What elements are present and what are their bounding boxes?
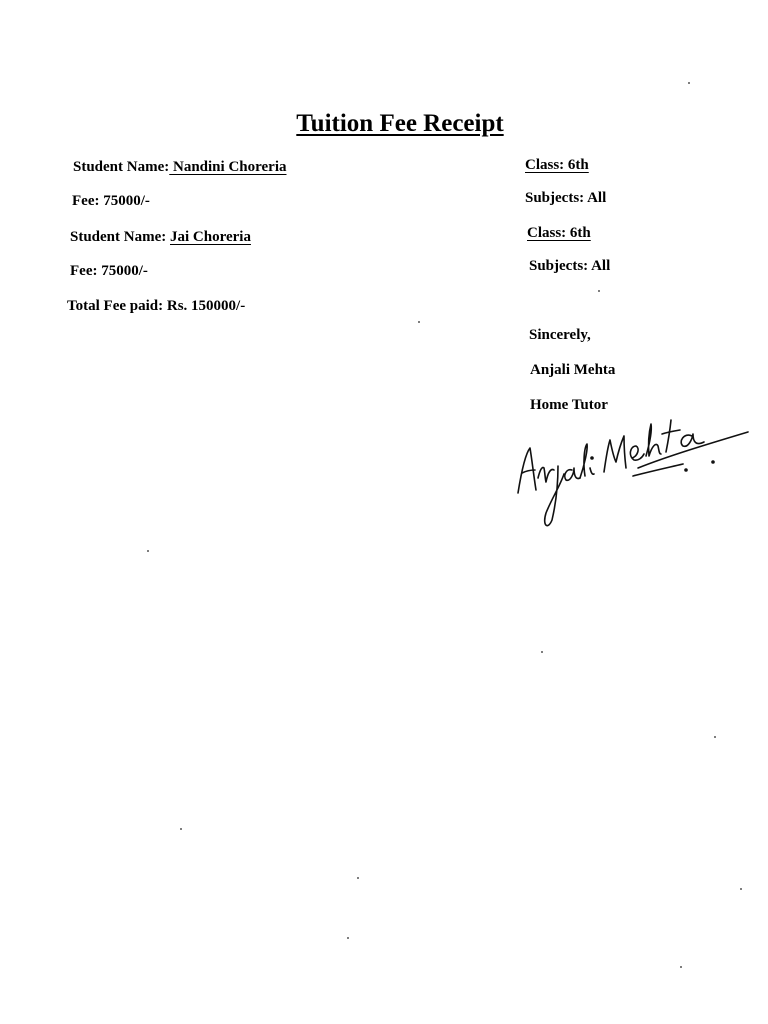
student2-subjects: Subjects: All [529, 258, 611, 274]
scan-speck [347, 937, 349, 939]
closing-salutation: Sincerely, [529, 327, 591, 343]
student2-name-label: Student Name: [70, 229, 167, 245]
student1-class: Class: 6th [525, 157, 589, 173]
student1-fee: Fee: 75000/- [72, 193, 150, 209]
student2-name-value: Jai Choreria [170, 229, 251, 245]
signer-name: Anjali Mehta [530, 362, 616, 378]
student1-name-line [73, 159, 287, 176]
scan-speck [357, 877, 359, 879]
student2-class: Class: 6th [527, 225, 591, 241]
student2-name-line [70, 229, 251, 246]
scan-speck [147, 550, 149, 552]
student1-name-value: Nandini Choreria [169, 159, 287, 175]
scan-speck [714, 736, 716, 738]
student1-subjects: Subjects: All [525, 190, 607, 206]
student1-name-label: Student Name: [73, 159, 170, 175]
scan-speck [680, 966, 682, 968]
signer-role: Home Tutor [530, 397, 608, 413]
scan-speck [541, 651, 543, 653]
scan-speck [180, 828, 182, 830]
scan-speck [598, 290, 600, 292]
page-title: Tuition Fee Receipt [296, 110, 504, 137]
scan-speck [688, 82, 690, 84]
signature [508, 398, 758, 533]
scan-speck [740, 888, 742, 890]
total-fee: Total Fee paid: Rs. 150000/- [67, 298, 246, 314]
student2-fee: Fee: 75000/- [70, 263, 148, 279]
scan-speck [418, 321, 420, 323]
